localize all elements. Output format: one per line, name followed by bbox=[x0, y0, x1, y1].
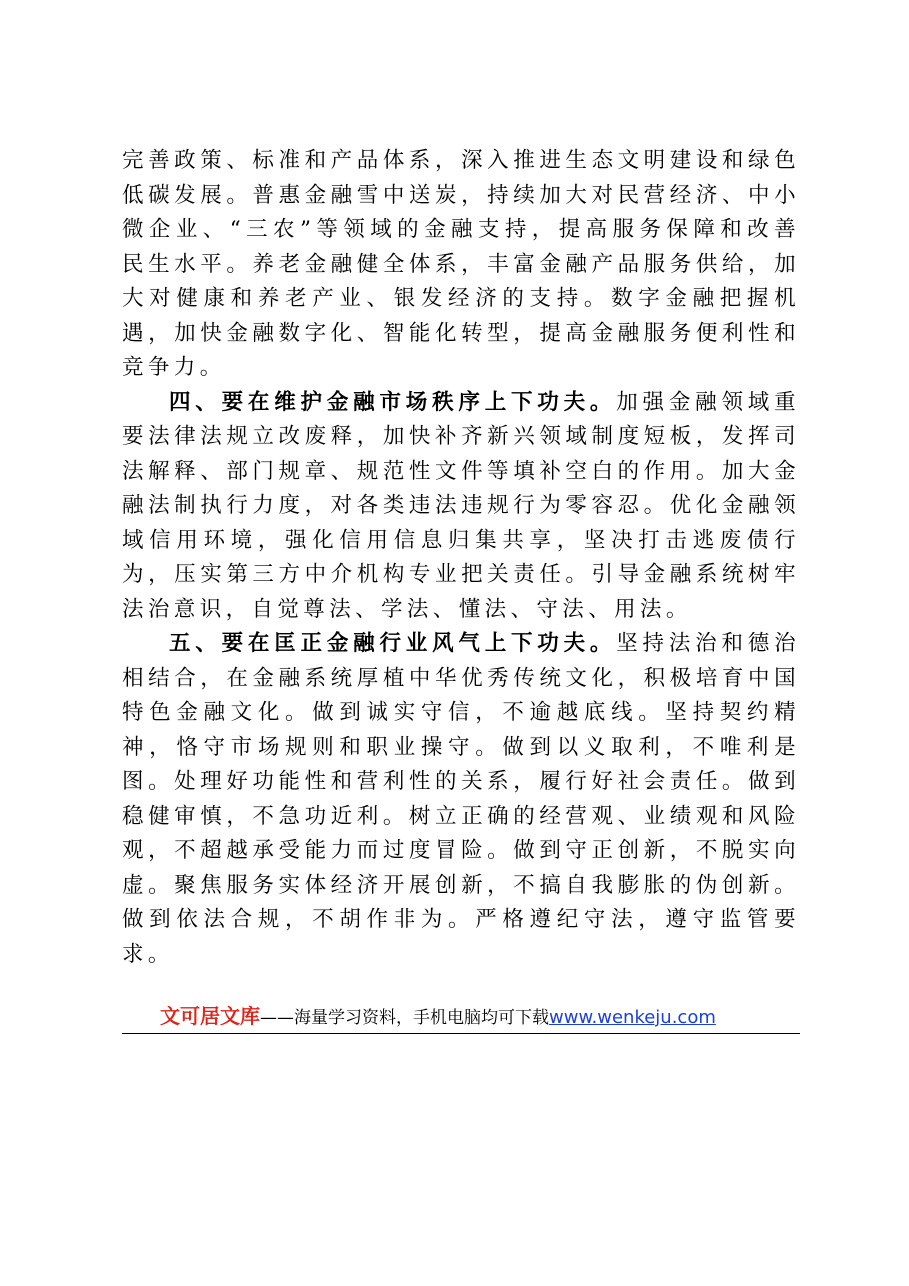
paragraph-section-four bbox=[122, 386, 800, 628]
footer-banner bbox=[160, 1000, 716, 1029]
footer-divider bbox=[122, 1033, 800, 1034]
paragraph-text: 完善政策、标准和产品体系，深入推进生态文明建设和绿色低碳发展。普惠金融雪中送炭，持续加大对民营经济、中小微企业、“三农”等领域的金融支持，提高服务保障和改善民生水平。养老金融健全体系，丰富金融产品服务供给，加大对健康和养老产业、银发经济的支持。数字金融把握机遇，加快金融数字化、智能化转型，提高金融服务便利性和竞争力。 bbox=[122, 148, 800, 380]
footer-tagline: ——海量学习资料，手机电脑均可下载 bbox=[260, 1008, 549, 1028]
document-body bbox=[122, 144, 800, 972]
paragraph-continued bbox=[122, 144, 800, 386]
footer-brand: 文可居文库 bbox=[160, 1004, 260, 1028]
section-heading: 四、要在维护金融市场秩序上下功夫。 bbox=[169, 389, 617, 415]
footer-link[interactable]: www.wenkeju.com bbox=[549, 1007, 716, 1028]
paragraph-text: 加强金融领域重要法律法规立改废释，加快补齐新兴领域制度短板，发挥司法解释、部门规章、规范性文件等填补空白的作用。加大金融法制执行力度，对各类违法违规行为零容忍。优化金融领域信用环境，强化信用信息归集共享，坚决打击逃废债行为，压实第三方中介机构专业把关责任。引导金融系统树牢法治意识，自觉尊法、学法、懂法、守法、用法。 bbox=[122, 389, 800, 622]
paragraph-section-five bbox=[122, 627, 800, 972]
section-heading: 五、要在匡正金融行业风气上下功夫。 bbox=[169, 631, 617, 656]
paragraph-text: 坚持法治和德治相结合，在金融系统厚植中华优秀传统文化，积极培育中国特色金融文化。做到诚实守信，不逾越底线。坚持契约精神，恪守市场规则和职业操守。做到以义取利，不唯利是图。处理好功能性和营利性的关系，履行好社会责任。做到稳健审慎，不急功近利。树立正确的经营观、业绩观和风险观，不超越承受能力而过度冒险。做到守正创新，不脱实向虚。聚焦服务实体经济开展创新，不搞自我膨胀的伪创新。做到依法合规，不胡作非为。严格遵纪守法，遵守监管要求。 bbox=[122, 631, 800, 967]
